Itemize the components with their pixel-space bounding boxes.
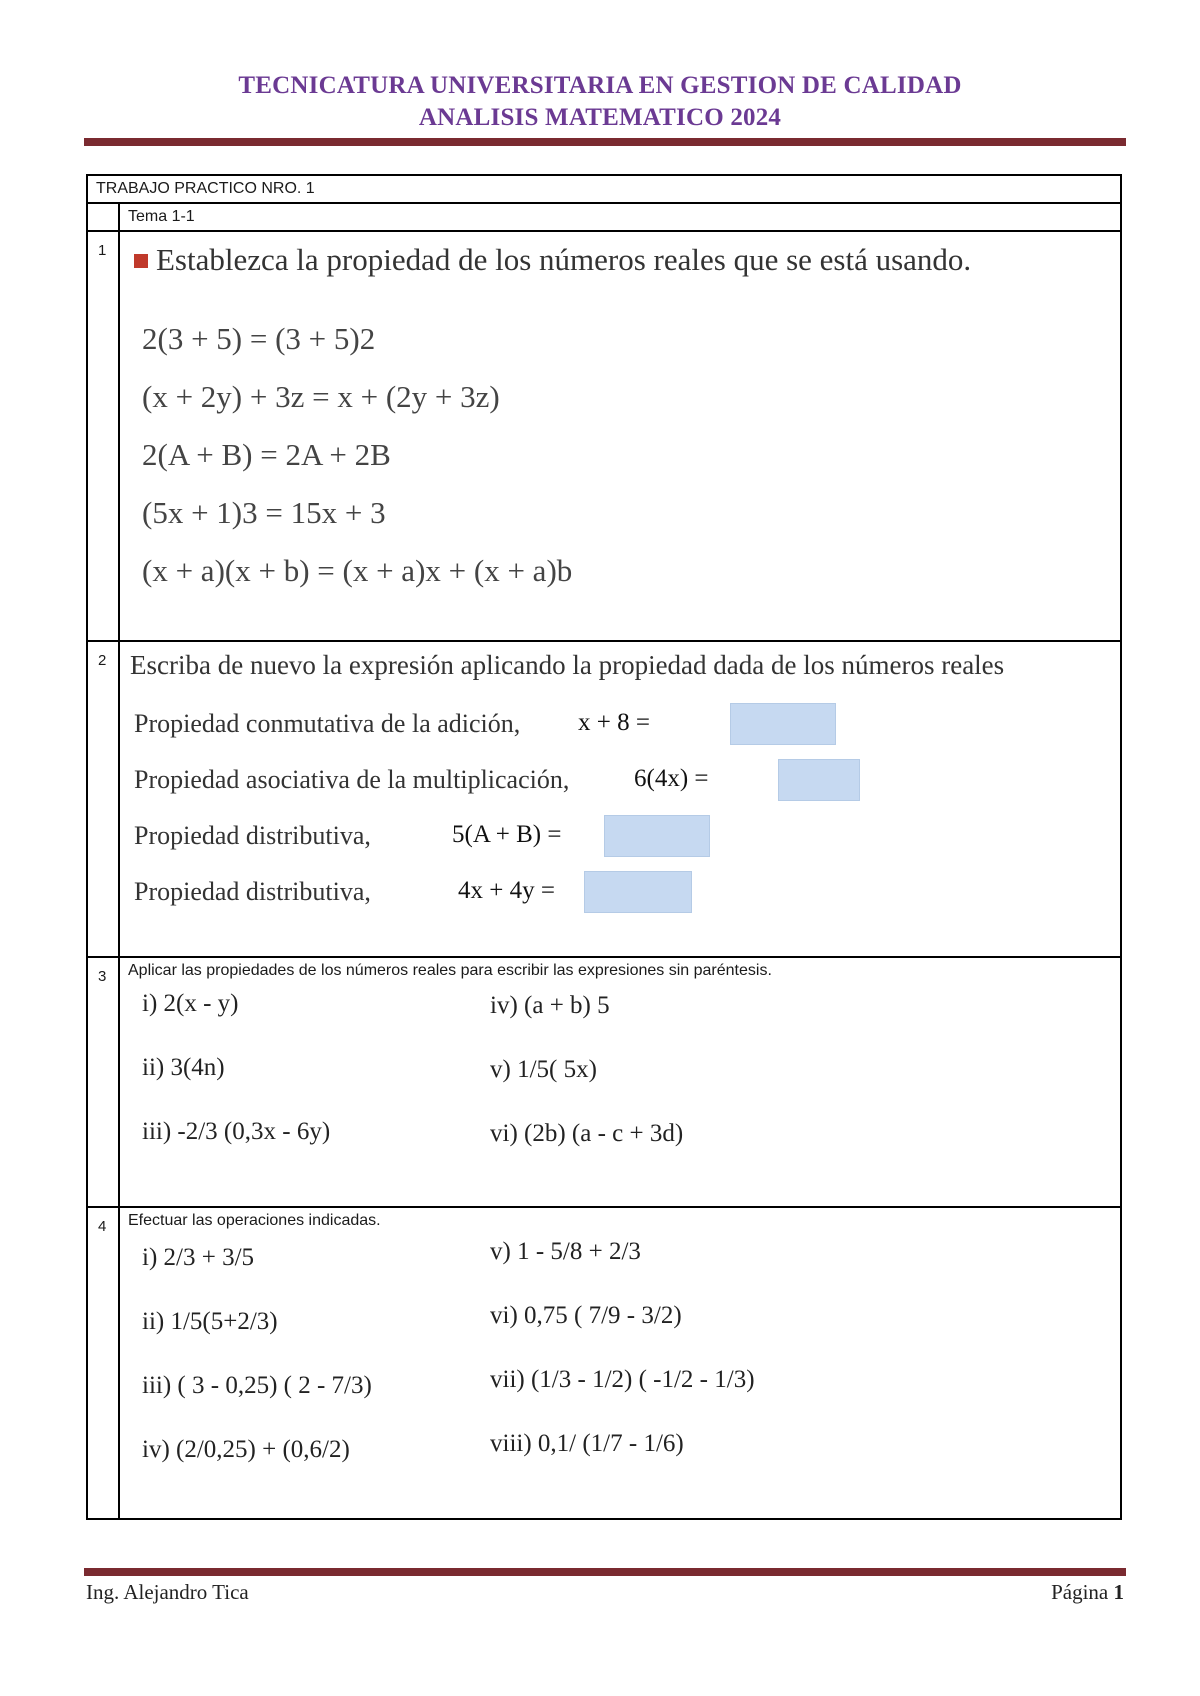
answer-box[interactable] [584,871,692,913]
question-number: 4 [87,1207,119,1519]
property-expression: 5(A + B) = [452,821,562,848]
question-1 [119,231,1121,641]
exercise-item: iv) (2/0,25) + (0,6/2) [142,1436,350,1463]
equation: 2(3 + 5) = (3 + 5)2 [142,321,376,356]
equation: (x + a)(x + b) = (x + a)x + (x + a)b [142,553,573,588]
footer-page [1051,1580,1124,1605]
property-list [120,681,1120,927]
property-expression: 4x + 4y = [458,877,555,904]
footer-author: Ing. Alejandro Tica [86,1580,249,1604]
worksheet-table [86,174,1122,1520]
page-label: Página [1051,1580,1109,1604]
question-title: Aplicar las propiedades de los números reales para escribir las expresiones sin paréntesis. [128,962,772,979]
equation: (5x + 1)3 = 15x + 3 [142,495,386,530]
property-label: Propiedad asociativa de la multiplicación, [134,765,570,794]
header-divider [84,138,1126,146]
equation: (x + 2y) + 3z = x + (2y + 3z) [142,379,500,414]
property-expression: 6(4x) = [634,765,709,792]
exercise-item: v) 1/5( 5x) [490,1056,597,1083]
question-1-title-text: Establezca la propiedad de los números reales que se está usando. [156,242,972,277]
question-number: 1 [87,231,119,641]
exercise-item: viii) 0,1/ (1/7 - 1/6) [490,1430,684,1457]
property-item [134,759,1120,815]
topic-number-cell [87,203,119,231]
question-4 [119,1207,1121,1519]
question-3 [119,957,1121,1207]
answer-box[interactable] [778,759,860,801]
exercise-item: v) 1 - 5/8 + 2/3 [490,1238,641,1265]
question-title [120,232,1120,278]
footer-divider [84,1568,1126,1576]
exercise-item: iii) -2/3 (0,3x - 6y) [142,1118,331,1145]
exercise-item: ii) 3(4n) [142,1054,225,1081]
question-title: Escriba de nuevo la expresión aplicando la propiedad dada de los números reales [130,650,1005,680]
equation-list [120,278,1120,606]
exercise-item: vi) (2b) (a - c + 3d) [490,1120,684,1147]
equation: 2(A + B) = 2A + 2B [142,437,391,472]
question-title: Efectuar las operaciones indicadas. [128,1212,381,1229]
institution-title: TECNICATURA UNIVERSITARIA EN GESTION DE CALIDAD [238,72,962,99]
exercise-item: i) 2(x - y) [142,990,239,1017]
exercise-item: ii) 1/5(5+2/3) [142,1308,278,1335]
page-number: 1 [1113,1580,1124,1604]
worksheet-title: TRABAJO PRACTICO NRO. 1 [87,175,1121,203]
property-item [134,815,1120,871]
exercise-item: vi) 0,75 ( 7/9 - 3/2) [490,1302,682,1329]
exercise-item: i) 2/3 + 3/5 [142,1244,255,1271]
property-item [134,871,1120,927]
exercise-item: iii) ( 3 - 0,25) ( 2 - 7/3) [142,1372,372,1399]
property-label: Propiedad conmutativa de la adición, [134,709,521,738]
property-label: Propiedad distributiva, [134,821,371,850]
document-header [0,70,1200,134]
question-2 [119,641,1121,957]
question-number: 3 [87,957,119,1207]
property-label: Propiedad distributiva, [134,877,371,906]
question-number: 2 [87,641,119,957]
square-bullet-icon [134,254,148,268]
exercise-item: iv) (a + b) 5 [490,992,610,1019]
topic-label: Tema 1-1 [119,203,1121,231]
answer-box[interactable] [604,815,710,857]
property-expression: x + 8 = [578,709,650,736]
exercise-item: vii) (1/3 - 1/2) ( -1/2 - 1/3) [490,1366,755,1393]
property-item [134,703,1120,759]
answer-box[interactable] [730,703,836,745]
course-title: ANALISIS MATEMATICO 2024 [418,104,782,131]
